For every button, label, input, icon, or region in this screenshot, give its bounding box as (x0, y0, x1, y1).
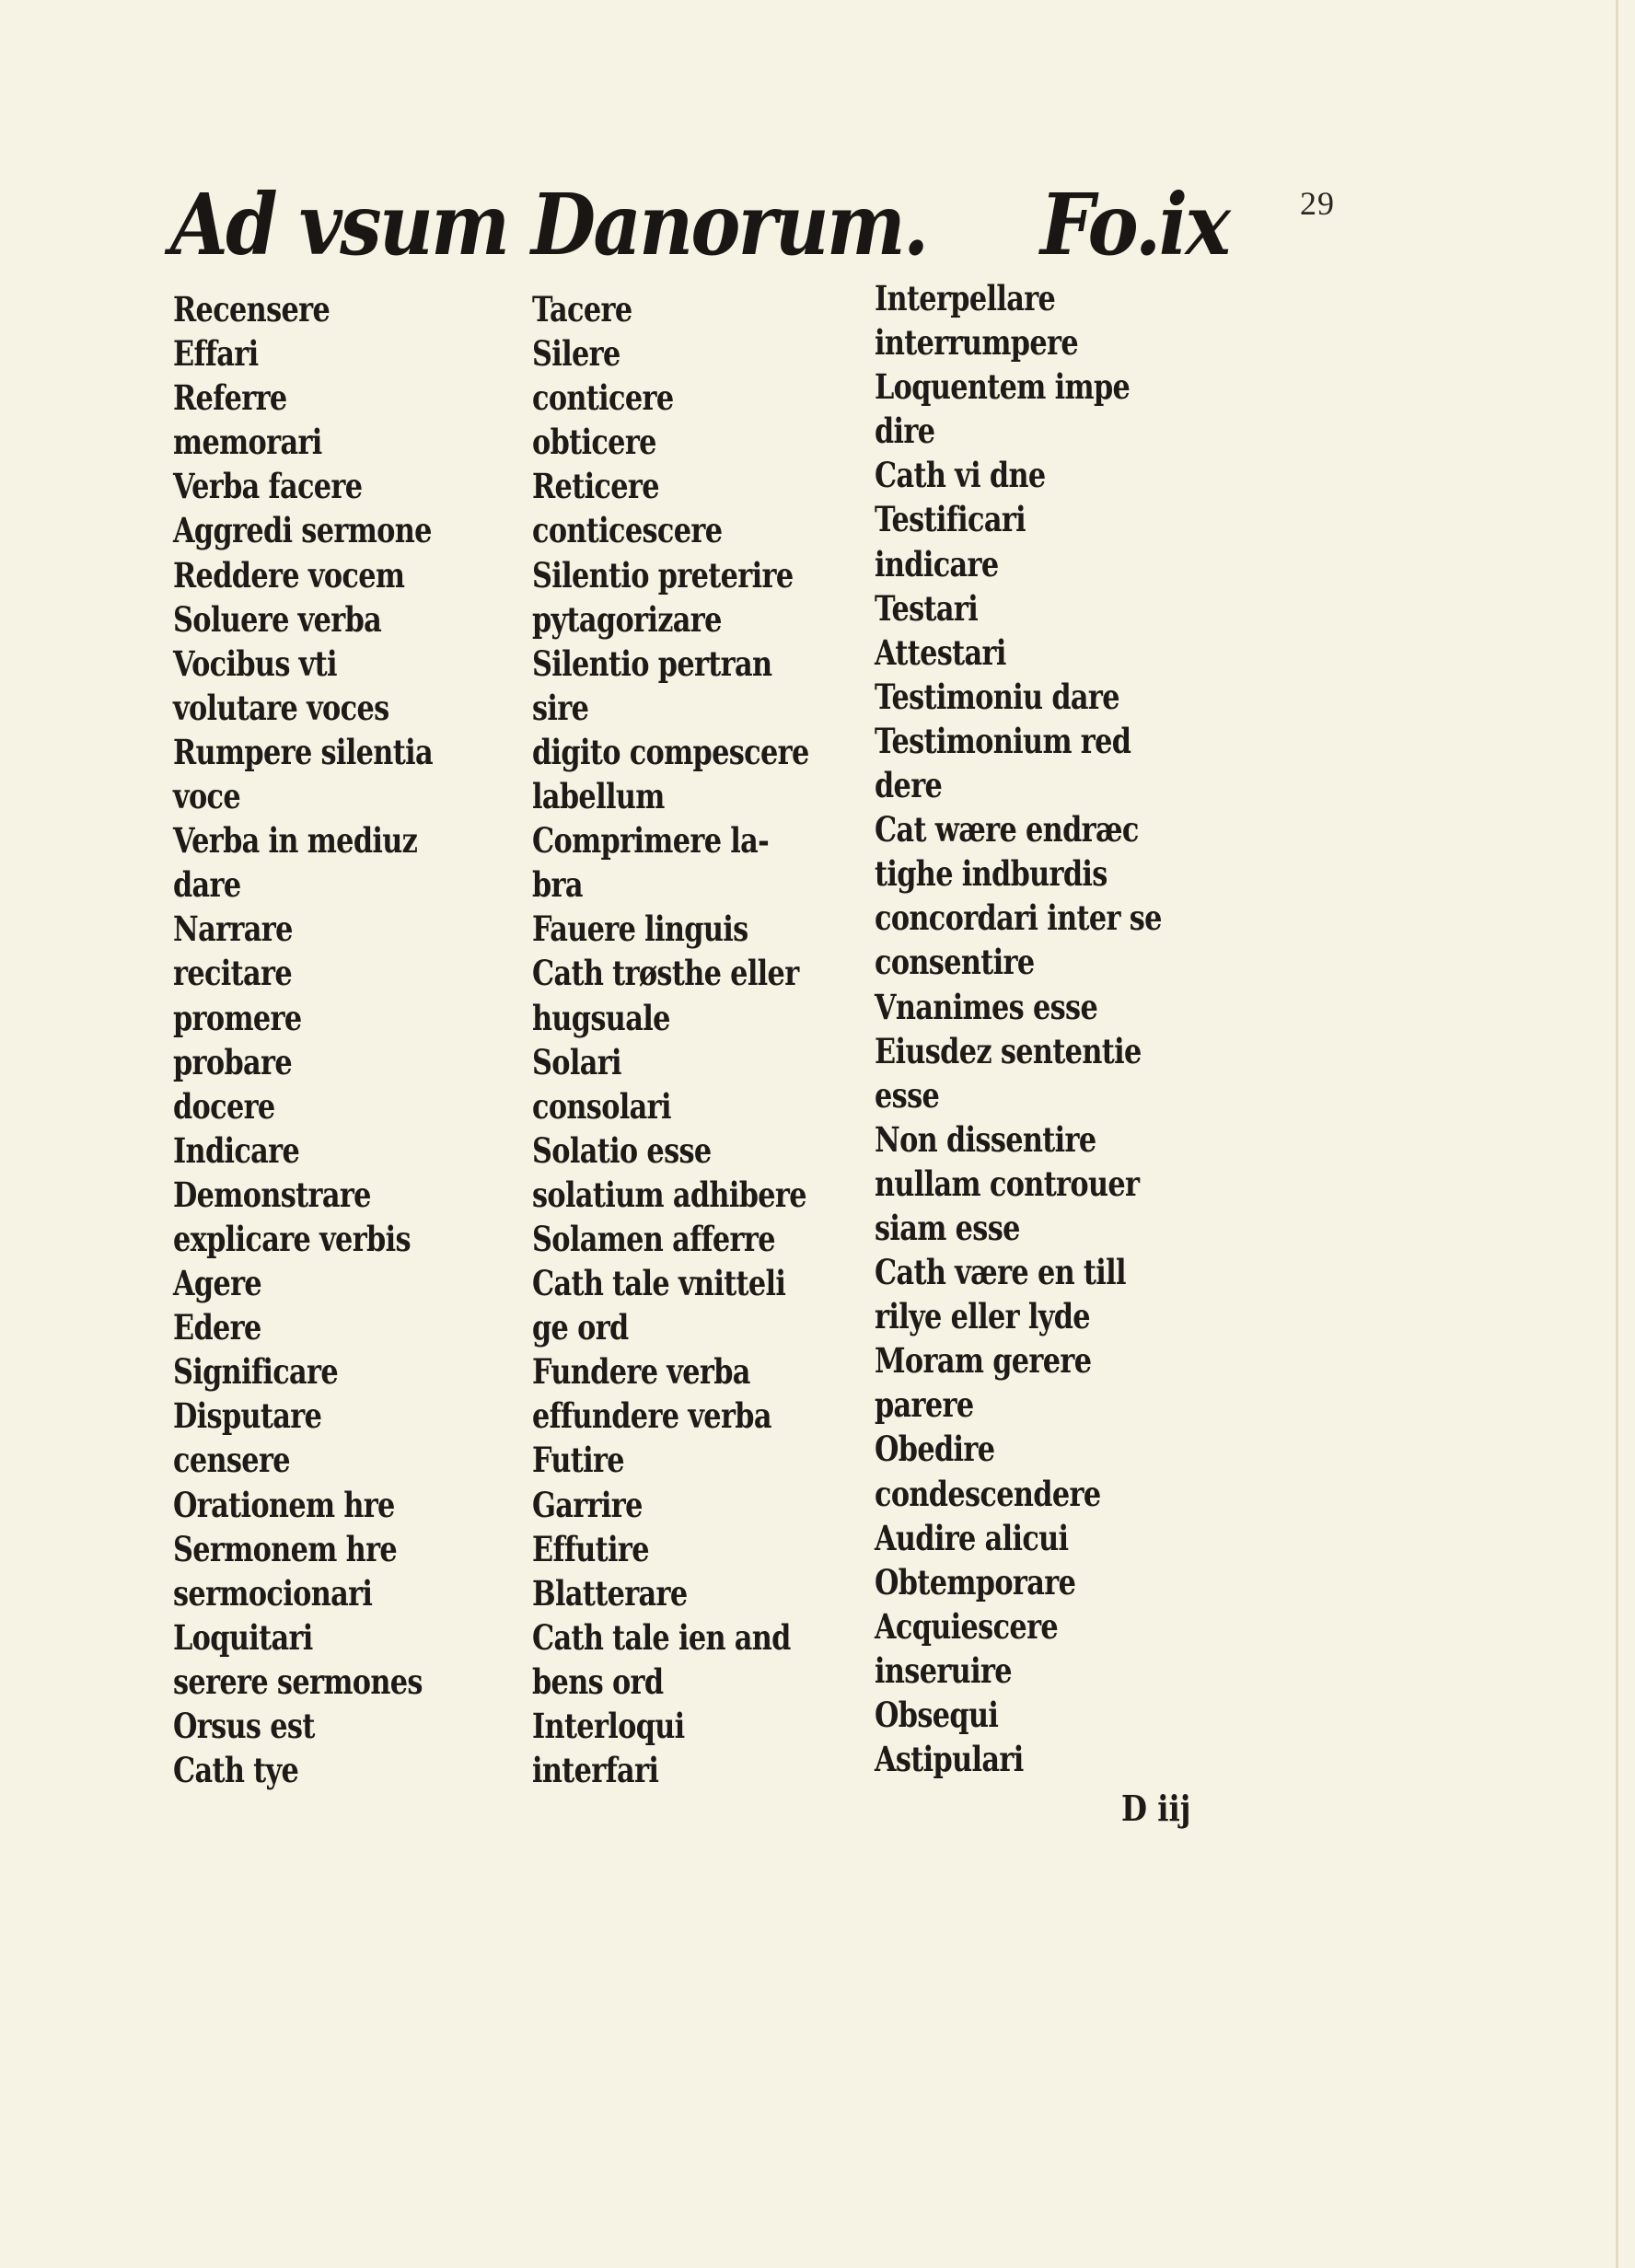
list-item: Significare (173, 1351, 339, 1393)
signature-mark: D iij (1121, 1788, 1191, 1829)
list-item: Blatterare (532, 1572, 688, 1614)
list-item: volutare voces (173, 687, 389, 728)
list-item: consolari (532, 1085, 671, 1127)
list-item: Silere (532, 333, 620, 375)
list-item: Reddere vocem (173, 554, 405, 596)
list-item: Garrire (532, 1484, 643, 1525)
list-item: Verba in mediuz (173, 820, 418, 862)
list-item: hugsuale (532, 997, 670, 1038)
list-item: Loquitari (173, 1616, 313, 1658)
list-item: sermocionari (173, 1572, 373, 1614)
list-item: dere (875, 765, 943, 806)
list-item: Solatio esse (532, 1129, 712, 1171)
list-item: censere (173, 1440, 290, 1481)
list-item: probare (173, 1041, 293, 1082)
list-item: serere sermones (173, 1660, 423, 1702)
list-item: explicare verbis (173, 1218, 411, 1259)
list-item: Futire (532, 1440, 624, 1481)
list-item: conticescere (532, 510, 723, 551)
list-item: inseruire (875, 1649, 1012, 1691)
list-item: labellum (532, 776, 665, 817)
list-item: Referre (173, 377, 287, 419)
page-number: 29 (1300, 185, 1335, 222)
list-item: digito compescere (532, 731, 809, 772)
list-item: Agere (173, 1263, 262, 1304)
list-item: Cath tye (173, 1750, 299, 1791)
list-item: Indicare (173, 1129, 300, 1171)
list-item: Silentio pertran (532, 642, 772, 684)
list-item: Cath være en till (875, 1252, 1126, 1293)
page-edge (1616, 0, 1618, 2268)
list-item: concordari inter se (875, 897, 1162, 939)
list-item: Recensere (173, 289, 330, 330)
list-item: Narrare (173, 908, 293, 950)
list-item: Moram gerere (875, 1340, 1092, 1382)
list-item: voce (173, 776, 241, 817)
list-item: Loquentem impe (875, 366, 1131, 408)
list-item: promere (173, 997, 302, 1038)
list-item: rilye eller lyde (875, 1296, 1090, 1337)
list-item: Testimoniu dare (875, 676, 1119, 717)
list-item: Testari (875, 587, 979, 629)
list-item: Comprimere la- (532, 820, 770, 862)
list-item: Interpellare (875, 278, 1056, 318)
list-item: Orationem hre (173, 1484, 395, 1525)
list-item: dare (173, 864, 241, 906)
list-item: pytagorizare (532, 598, 722, 640)
list-item: Acquiescere (875, 1605, 1059, 1647)
list-item: bens ord (532, 1660, 664, 1702)
list-item: Verba facere (173, 466, 363, 507)
list-item: nullam controuer (875, 1163, 1140, 1204)
list-item: tighe indburdis (875, 853, 1107, 895)
list-item: Fundere verba (532, 1351, 750, 1393)
list-item: Cath vi dne (875, 455, 1046, 496)
list-item: Testimonium red (875, 720, 1131, 761)
list-item: esse (875, 1074, 940, 1116)
list-item: indicare (875, 543, 999, 584)
list-item: Interloqui (532, 1706, 685, 1746)
list-item: Astipulari (875, 1739, 1024, 1780)
list-item: Attestari (875, 631, 1006, 673)
list-item: condescendere (875, 1473, 1101, 1514)
list-item: Vocibus vti (173, 642, 337, 684)
list-item: Cath tale vnitteli (532, 1263, 786, 1304)
list-item: Silentio preterire (532, 554, 794, 596)
list-item: Testificari (875, 499, 1026, 540)
list-item: Eiusdez sententie (875, 1030, 1142, 1071)
list-item: consentire (875, 942, 1035, 983)
list-item: Reticere (532, 466, 659, 507)
list-item: Sermonem hre (173, 1528, 398, 1569)
list-item: Tacere (532, 289, 632, 330)
list-item: Cath tale ien and (532, 1616, 791, 1658)
list-item: interfari (532, 1750, 659, 1791)
list-item: Solari (532, 1041, 621, 1082)
folio-number: Fo.ix (1040, 175, 1229, 274)
list-item: dire (875, 411, 935, 452)
list-item: Non dissentire (875, 1118, 1096, 1160)
word-column-3 (875, 276, 1224, 1781)
list-item: Soluere verba (173, 598, 382, 640)
list-item: Orsus est (173, 1706, 315, 1746)
list-item: Solamen afferre (532, 1218, 775, 1259)
list-item: solatium adhibere (532, 1174, 806, 1215)
list-item: Aggredi sermone (173, 510, 432, 551)
list-item: effundere verba (532, 1395, 771, 1437)
list-item: Disputare (173, 1395, 322, 1437)
list-item: Rumpere silentia (173, 731, 433, 772)
list-item: parere (875, 1384, 974, 1426)
list-item: Vnanimes esse (875, 986, 1098, 1027)
list-item: Audire alicui (875, 1517, 1069, 1558)
list-item: memorari (173, 422, 322, 463)
list-item: siam esse (875, 1207, 1020, 1248)
list-item: bra (532, 864, 583, 906)
list-item: Obsequi (875, 1695, 999, 1735)
list-item: Cath trøsthe eller (532, 953, 799, 994)
list-item: Effari (173, 333, 259, 375)
word-column-1 (173, 287, 490, 1792)
list-item: Demonstrare (173, 1174, 371, 1215)
list-item: Effutire (532, 1528, 649, 1569)
list-item: docere (173, 1085, 275, 1127)
list-item: interrumpere (875, 322, 1078, 364)
list-item: ge ord (532, 1307, 629, 1348)
list-item: obticere (532, 422, 656, 463)
word-column-2 (532, 287, 870, 1792)
list-item: recitare (173, 953, 293, 994)
list-item: Obedire (875, 1429, 995, 1470)
list-item: Fauere linguis (532, 908, 748, 950)
running-head-title: Ad vsum Danorum. (170, 175, 927, 274)
list-item: conticere (532, 377, 674, 419)
list-item: Cat wære endræc (875, 809, 1139, 850)
list-item: sire (532, 687, 589, 728)
list-item: Edere (173, 1307, 261, 1348)
list-item: Obtemporare (875, 1561, 1076, 1603)
